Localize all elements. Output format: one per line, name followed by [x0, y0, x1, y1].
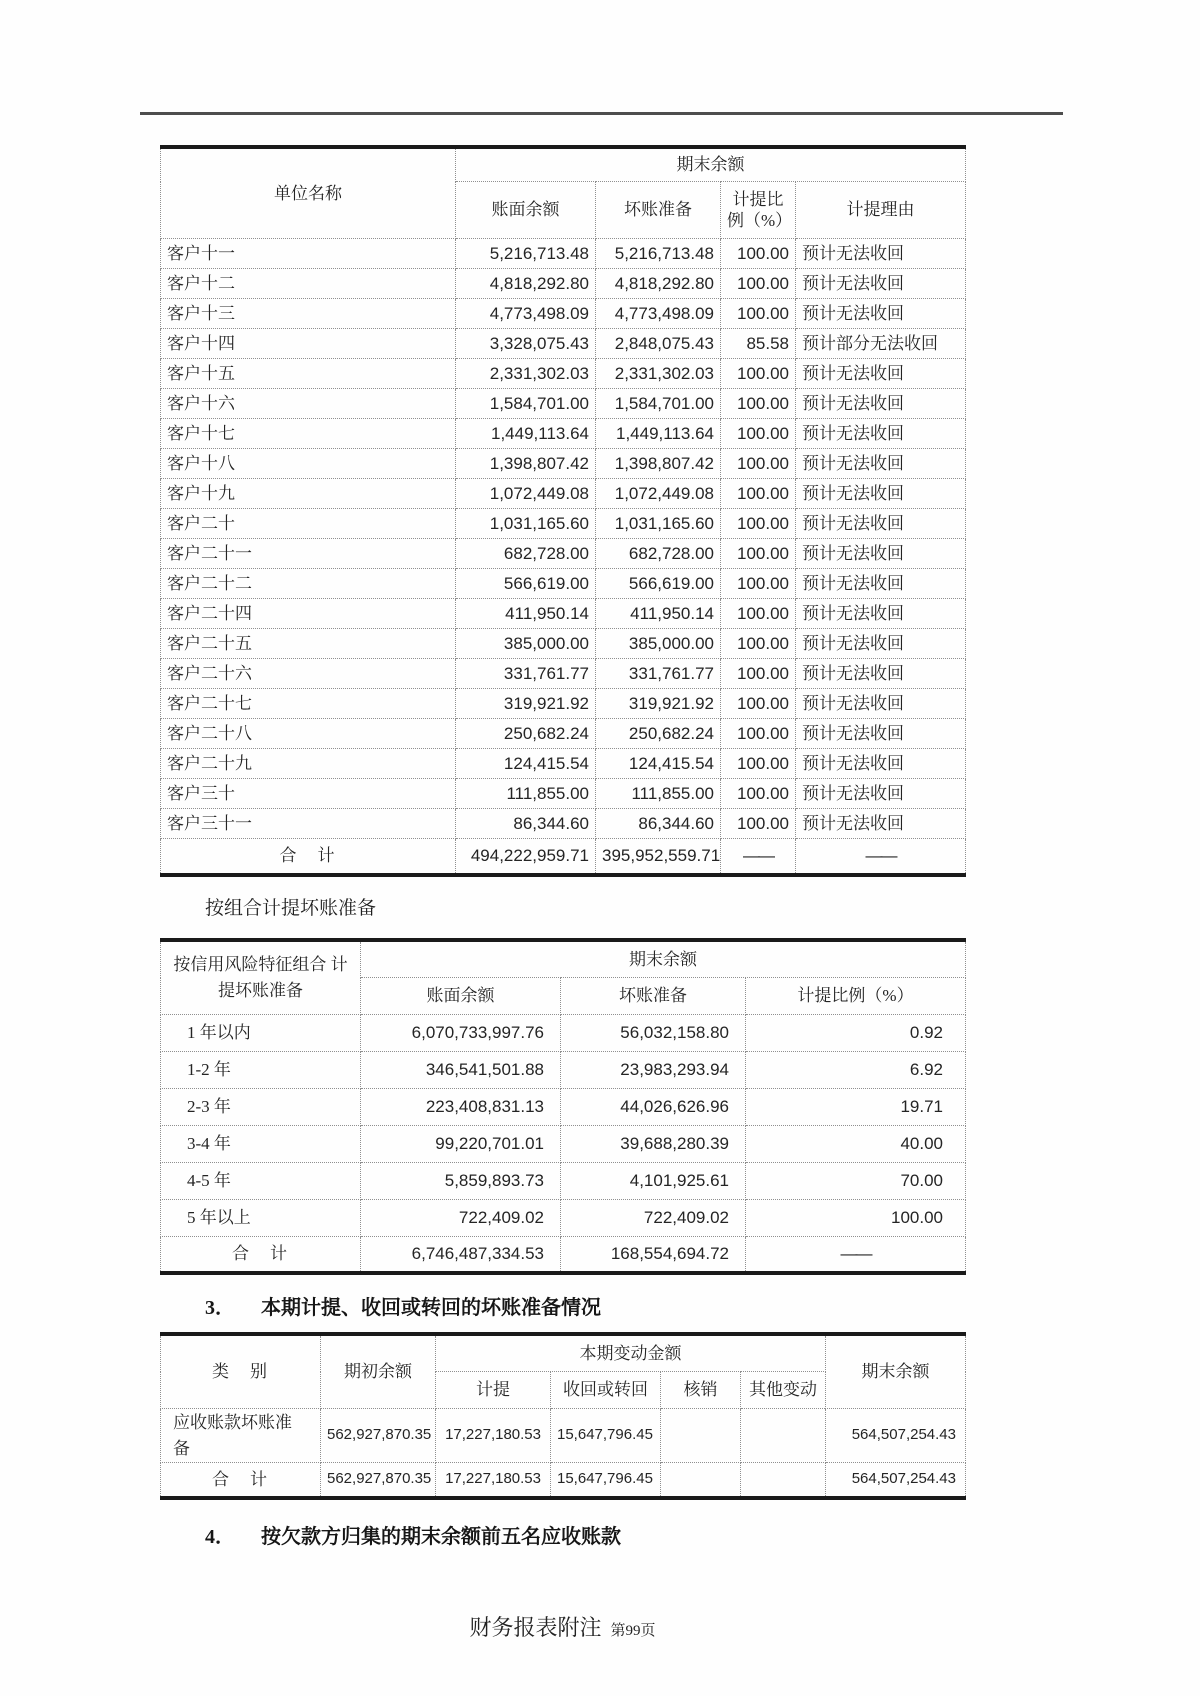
header-row-1 — [161, 1334, 966, 1372]
header-opening-balance: 期初余额 — [321, 1334, 436, 1409]
cell-label: 3-4 年 — [161, 1126, 361, 1163]
footer-page-number: 第99页 — [610, 1623, 656, 1639]
portfolio-provision-table-body — [161, 1015, 966, 1237]
cell-reason: 预计无法收回 — [796, 359, 966, 389]
cell-book: 223,408,831.13 — [361, 1089, 561, 1126]
header-other-change: 其他变动 — [741, 1372, 826, 1409]
aging-row — [161, 1015, 966, 1052]
customer-row — [161, 719, 966, 749]
header-provision-reason: 计提理由 — [796, 182, 966, 239]
aging-row — [161, 1089, 966, 1126]
cell-bad: 722,409.02 — [561, 1200, 746, 1237]
cell-name: 客户二十九 — [161, 749, 456, 779]
customer-row — [161, 389, 966, 419]
page-content — [160, 145, 965, 1642]
cell-bad: 2,331,302.03 — [596, 359, 721, 389]
cell-name: 客户十九 — [161, 479, 456, 509]
header-row-1 — [161, 940, 966, 978]
cell-reason: 预计无法收回 — [796, 659, 966, 689]
header-ending-balance-group: 期末余额 — [456, 147, 966, 182]
cell-bad: 411,950.14 — [596, 599, 721, 629]
cell-bad: 4,101,925.61 — [561, 1163, 746, 1200]
cell-bad: 1,584,701.00 — [596, 389, 721, 419]
header-provision-ratio: 计提比例（%） — [721, 182, 796, 239]
cell-label: 5 年以上 — [161, 1200, 361, 1237]
cell-reason: 预计无法收回 — [796, 269, 966, 299]
cell-book: 682,728.00 — [456, 539, 596, 569]
cell-book: 250,682.24 — [456, 719, 596, 749]
header-row-1 — [161, 147, 966, 182]
cell-name: 客户十六 — [161, 389, 456, 419]
customer-row — [161, 659, 966, 689]
cell-bad: 331,761.77 — [596, 659, 721, 689]
cell-label: 1 年以内 — [161, 1015, 361, 1052]
cell-reason: 预计无法收回 — [796, 689, 966, 719]
cell-name: 客户二十七 — [161, 689, 456, 719]
total-ratio-dash: —— — [746, 1237, 966, 1274]
total-ending: 564,507,254.43 — [826, 1463, 966, 1499]
cell-reason: 预计无法收回 — [796, 599, 966, 629]
aging-row — [161, 1200, 966, 1237]
cell-reason: 预计无法收回 — [796, 299, 966, 329]
cell-reason: 预计无法收回 — [796, 239, 966, 269]
cell-category: 应收账款坏账准备 — [161, 1409, 321, 1463]
cell-book: 1,072,449.08 — [456, 479, 596, 509]
total-opening: 562,927,870.35 — [321, 1463, 436, 1499]
cell-ratio: 100.00 — [721, 779, 796, 809]
cell-book: 2,331,302.03 — [456, 359, 596, 389]
total-book-balance: 494,222,959.71 — [456, 839, 596, 876]
cell-label: 2-3 年 — [161, 1089, 361, 1126]
cell-ratio: 100.00 — [721, 689, 796, 719]
header-change-group: 本期变动金额 — [436, 1334, 826, 1372]
individual-provision-table-footer — [161, 839, 966, 876]
cell-name: 客户十三 — [161, 299, 456, 329]
section3-title: 本期计提、收回或转回的坏账准备情况 — [261, 1297, 601, 1319]
customer-row — [161, 359, 966, 389]
header-provision-ratio: 计提比例（%） — [746, 978, 966, 1015]
cell-book: 4,773,498.09 — [456, 299, 596, 329]
cell-name: 客户二十 — [161, 509, 456, 539]
cell-bad: 56,032,158.80 — [561, 1015, 746, 1052]
footer-title: 财务报表附注 — [469, 1615, 602, 1640]
cell-ratio: 70.00 — [746, 1163, 966, 1200]
cell-ratio: 100.00 — [721, 389, 796, 419]
cell-ratio: 100.00 — [721, 599, 796, 629]
cell-ratio: 0.92 — [746, 1015, 966, 1052]
customer-row — [161, 299, 966, 329]
total-row — [161, 1237, 966, 1274]
cell-book: 111,855.00 — [456, 779, 596, 809]
cell-ratio: 100.00 — [721, 239, 796, 269]
cell-bad: 23,983,293.94 — [561, 1052, 746, 1089]
customer-row — [161, 689, 966, 719]
cell-book: 1,398,807.42 — [456, 449, 596, 479]
cell-bad: 1,072,449.08 — [596, 479, 721, 509]
header-bad-debt-provision: 坏账准备 — [561, 978, 746, 1015]
cell-name: 客户二十一 — [161, 539, 456, 569]
section4-title: 按欠款方归集的期末余额前五名应收账款 — [261, 1526, 621, 1548]
total-label: 合 计 — [161, 839, 456, 876]
customer-row — [161, 779, 966, 809]
cell-reason: 预计无法收回 — [796, 749, 966, 779]
cell-book: 319,921.92 — [456, 689, 596, 719]
header-portfolio-category: 按信用风险特征组合 计提坏账准备 — [161, 940, 361, 1015]
cell-bad: 2,848,075.43 — [596, 329, 721, 359]
cell-book: 5,859,893.73 — [361, 1163, 561, 1200]
cell-ratio: 100.00 — [721, 509, 796, 539]
cell-name: 客户十七 — [161, 419, 456, 449]
section3-heading — [205, 1291, 965, 1320]
cell-bad: 319,921.92 — [596, 689, 721, 719]
total-label: 合 计 — [161, 1463, 321, 1499]
cell-book: 331,761.77 — [456, 659, 596, 689]
cell-book: 385,000.00 — [456, 629, 596, 659]
customer-row — [161, 539, 966, 569]
cell-book: 1,584,701.00 — [456, 389, 596, 419]
cell-book: 1,449,113.64 — [456, 419, 596, 449]
cell-provision: 17,227,180.53 — [436, 1409, 551, 1463]
total-reason-dash: —— — [796, 839, 966, 876]
header-book-balance: 账面余额 — [361, 978, 561, 1015]
customer-row — [161, 809, 966, 839]
cell-opening: 562,927,870.35 — [321, 1409, 436, 1463]
customer-row — [161, 629, 966, 659]
cell-recover: 15,647,796.45 — [551, 1409, 661, 1463]
cell-reason: 预计无法收回 — [796, 479, 966, 509]
movement-row — [161, 1409, 966, 1463]
cell-ratio: 19.71 — [746, 1089, 966, 1126]
cell-name: 客户十二 — [161, 269, 456, 299]
cell-bad: 124,415.54 — [596, 749, 721, 779]
cell-bad: 1,031,165.60 — [596, 509, 721, 539]
cell-bad: 111,855.00 — [596, 779, 721, 809]
aging-row — [161, 1126, 966, 1163]
header-recover: 收回或转回 — [551, 1372, 661, 1409]
portfolio-provision-table-footer — [161, 1237, 966, 1274]
cell-bad: 1,449,113.64 — [596, 419, 721, 449]
cell-reason: 预计无法收回 — [796, 539, 966, 569]
header-ending-balance-group: 期末余额 — [361, 940, 966, 978]
total-book-balance: 6,746,487,334.53 — [361, 1237, 561, 1274]
cell-book: 566,619.00 — [456, 569, 596, 599]
section3-number: 3． — [205, 1297, 235, 1319]
cell-ratio: 100.00 — [746, 1200, 966, 1237]
total-provision: 17,227,180.53 — [436, 1463, 551, 1499]
header-provision: 计提 — [436, 1372, 551, 1409]
customer-row — [161, 269, 966, 299]
cell-writeoff — [661, 1409, 741, 1463]
cell-book: 722,409.02 — [361, 1200, 561, 1237]
cell-book: 3,328,075.43 — [456, 329, 596, 359]
individual-provision-table-header — [161, 147, 966, 239]
customer-row — [161, 239, 966, 269]
cell-ratio: 85.58 — [721, 329, 796, 359]
cell-bad: 566,619.00 — [596, 569, 721, 599]
total-bad-debt: 168,554,694.72 — [561, 1237, 746, 1274]
cell-name: 客户二十八 — [161, 719, 456, 749]
cell-reason: 预计无法收回 — [796, 779, 966, 809]
cell-reason: 预计无法收回 — [796, 719, 966, 749]
cell-reason: 预计无法收回 — [796, 509, 966, 539]
header-ending-balance: 期末余额 — [826, 1334, 966, 1409]
portfolio-provision-table — [160, 938, 966, 1275]
cell-ratio: 100.00 — [721, 659, 796, 689]
header-category: 类 别 — [161, 1334, 321, 1409]
cell-reason: 预计无法收回 — [796, 569, 966, 599]
movement-table-footer — [161, 1463, 966, 1499]
cell-ratio: 100.00 — [721, 749, 796, 779]
cell-book: 4,818,292.80 — [456, 269, 596, 299]
header-bad-debt-provision: 坏账准备 — [596, 182, 721, 239]
cell-reason: 预计无法收回 — [796, 449, 966, 479]
cell-ratio: 100.00 — [721, 449, 796, 479]
total-row — [161, 1463, 966, 1499]
cell-ratio: 40.00 — [746, 1126, 966, 1163]
cell-ratio: 100.00 — [721, 569, 796, 599]
cell-ratio: 100.00 — [721, 629, 796, 659]
cell-book: 6,070,733,997.76 — [361, 1015, 561, 1052]
cell-name: 客户二十六 — [161, 659, 456, 689]
cell-other — [741, 1409, 826, 1463]
cell-bad: 44,026,626.96 — [561, 1089, 746, 1126]
header-unit-name: 单位名称 — [161, 147, 456, 239]
customer-row — [161, 479, 966, 509]
portfolio-provision-table-header — [161, 940, 966, 1015]
cell-book: 86,344.60 — [456, 809, 596, 839]
total-row — [161, 839, 966, 876]
cell-label: 1-2 年 — [161, 1052, 361, 1089]
cell-name: 客户十四 — [161, 329, 456, 359]
cell-reason: 预计无法收回 — [796, 419, 966, 449]
customer-row — [161, 419, 966, 449]
cell-bad: 4,773,498.09 — [596, 299, 721, 329]
portfolio-section-heading: 按组合计提坏账准备 — [205, 898, 377, 919]
header-writeoff: 核销 — [661, 1372, 741, 1409]
customer-row — [161, 599, 966, 629]
page-footer — [160, 1611, 965, 1642]
total-bad-debt: 395,952,559.71 — [596, 839, 721, 876]
section4-heading — [205, 1520, 965, 1549]
cell-bad: 250,682.24 — [596, 719, 721, 749]
aging-row — [161, 1163, 966, 1200]
cell-ratio: 100.00 — [721, 359, 796, 389]
customer-row — [161, 569, 966, 599]
movement-table-body — [161, 1409, 966, 1463]
cell-bad: 1,398,807.42 — [596, 449, 721, 479]
cell-bad: 86,344.60 — [596, 809, 721, 839]
cell-reason: 预计无法收回 — [796, 629, 966, 659]
movement-table-header — [161, 1334, 966, 1409]
cell-ratio: 100.00 — [721, 479, 796, 509]
cell-name: 客户二十四 — [161, 599, 456, 629]
cell-ratio: 100.00 — [721, 539, 796, 569]
cell-book: 5,216,713.48 — [456, 239, 596, 269]
customer-row — [161, 749, 966, 779]
total-ratio-dash: —— — [721, 839, 796, 876]
cell-reason: 预计部分无法收回 — [796, 329, 966, 359]
total-other — [741, 1463, 826, 1499]
cell-bad: 39,688,280.39 — [561, 1126, 746, 1163]
header-book-balance: 账面余额 — [456, 182, 596, 239]
total-writeoff — [661, 1463, 741, 1499]
cell-bad: 682,728.00 — [596, 539, 721, 569]
cell-name: 客户二十二 — [161, 569, 456, 599]
cell-name: 客户二十五 — [161, 629, 456, 659]
cell-name: 客户三十一 — [161, 809, 456, 839]
cell-bad: 385,000.00 — [596, 629, 721, 659]
cell-ratio: 100.00 — [721, 719, 796, 749]
cell-label: 4-5 年 — [161, 1163, 361, 1200]
cell-reason: 预计无法收回 — [796, 809, 966, 839]
cell-ratio: 6.92 — [746, 1052, 966, 1089]
customer-row — [161, 449, 966, 479]
cell-name: 客户三十 — [161, 779, 456, 809]
cell-ratio: 100.00 — [721, 269, 796, 299]
individual-provision-table-body — [161, 239, 966, 839]
aging-row — [161, 1052, 966, 1089]
total-recover: 15,647,796.45 — [551, 1463, 661, 1499]
cell-book: 411,950.14 — [456, 599, 596, 629]
cell-bad: 5,216,713.48 — [596, 239, 721, 269]
cell-bad: 4,818,292.80 — [596, 269, 721, 299]
header-rule — [140, 112, 1063, 115]
cell-name: 客户十八 — [161, 449, 456, 479]
cell-name: 客户十五 — [161, 359, 456, 389]
cell-ratio: 100.00 — [721, 809, 796, 839]
cell-ending: 564,507,254.43 — [826, 1409, 966, 1463]
cell-book: 99,220,701.01 — [361, 1126, 561, 1163]
section4-number: 4． — [205, 1526, 235, 1548]
cell-name: 客户十一 — [161, 239, 456, 269]
customer-row — [161, 509, 966, 539]
movement-table — [160, 1332, 966, 1500]
cell-book: 346,541,501.88 — [361, 1052, 561, 1089]
cell-book: 1,031,165.60 — [456, 509, 596, 539]
cell-reason: 预计无法收回 — [796, 389, 966, 419]
cell-book: 124,415.54 — [456, 749, 596, 779]
cell-ratio: 100.00 — [721, 419, 796, 449]
individual-provision-table — [160, 145, 966, 877]
cell-ratio: 100.00 — [721, 299, 796, 329]
customer-row — [161, 329, 966, 359]
total-label: 合 计 — [161, 1237, 361, 1274]
